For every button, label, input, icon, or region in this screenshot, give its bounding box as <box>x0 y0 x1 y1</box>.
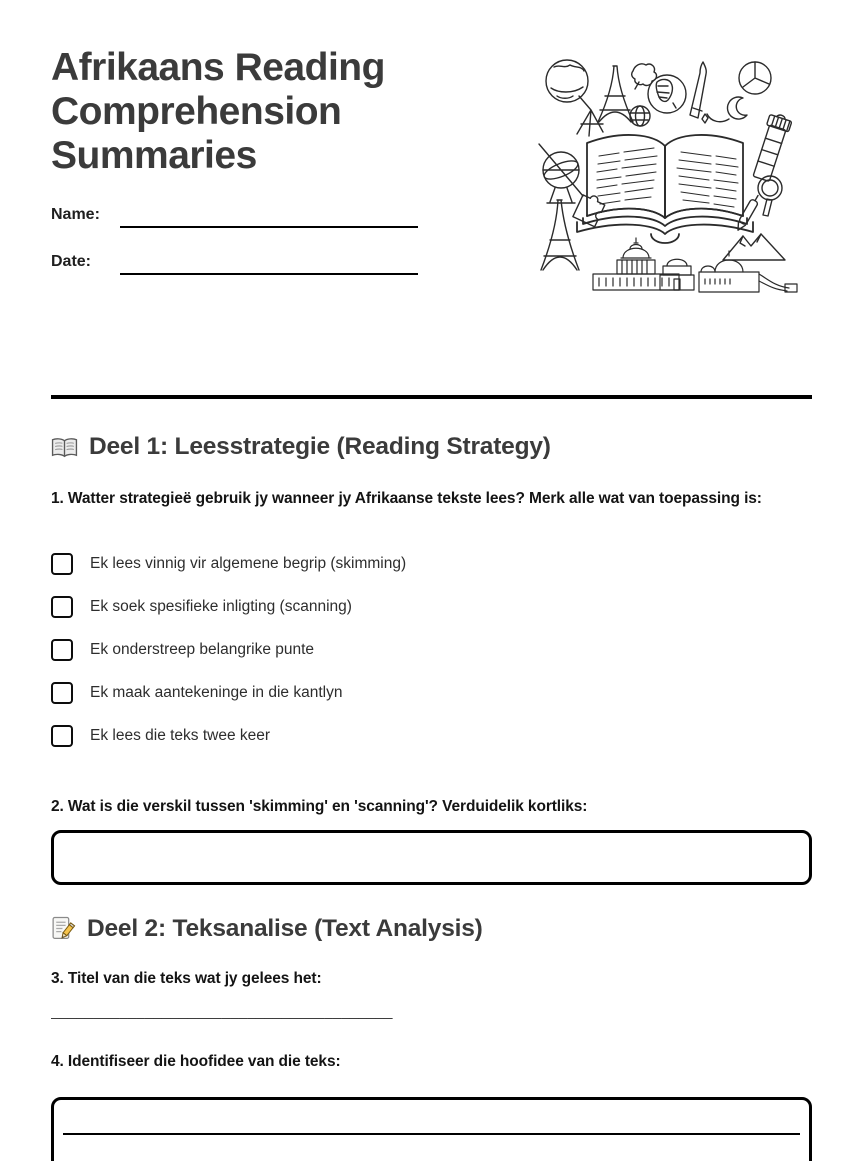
question-3-answer-line[interactable]: ________________________________________ <box>51 1003 393 1020</box>
capitol-building-doodle <box>593 238 679 290</box>
date-label: Date: <box>51 253 92 270</box>
pie-globe-doodle <box>739 62 771 94</box>
section-2-heading-text: Deel 2: Teksanalise (Text Analysis) <box>87 915 483 942</box>
mountains-doodle <box>723 234 785 260</box>
checkbox-option-4 <box>51 682 812 704</box>
question-1-options <box>51 553 812 747</box>
crescent-doodle <box>702 97 747 123</box>
page-title: Afrikaans Reading Comprehension Summaries <box>51 46 385 177</box>
open-book-doodle <box>577 135 753 243</box>
checkbox-2-label: Ek soek spesifieke inligting (scanning) <box>90 598 352 615</box>
header-illustration <box>527 48 812 313</box>
checkbox-3[interactable] <box>51 639 73 661</box>
eiffel-tower-2-doodle <box>541 200 579 270</box>
question-1-label: 1. Watter strategieë gebruik jy wanneer jy Afrikaanse tekste lees? Merk alle wat van toepassing is: <box>51 490 762 507</box>
checkbox-2[interactable] <box>51 596 73 618</box>
checkbox-5-label: Ek lees die teks twee keer <box>90 727 271 744</box>
section-1-heading <box>51 432 812 462</box>
section-2-heading <box>51 914 812 944</box>
checkbox-5[interactable] <box>51 725 73 747</box>
magnifier-doodle <box>758 176 782 216</box>
checkbox-option-5 <box>51 725 812 747</box>
armillary-sphere-doodle <box>539 144 583 203</box>
question-2-answer-box[interactable] <box>51 830 812 885</box>
question-4-answer-box[interactable] <box>51 1097 812 1161</box>
desk-globe-doodle <box>546 60 603 136</box>
question-3-label: 3. Titel van die teks wat jy gelees het: <box>51 970 322 987</box>
checkbox-1-label: Ek lees vinnig vir algemene begrip (skimming) <box>90 555 407 572</box>
question-4-label: 4. Identifiseer die hoofidee van die teks: <box>51 1053 341 1070</box>
answer-rule-line-1 <box>63 1100 800 1135</box>
answer-rule-line-2 <box>63 1135 800 1161</box>
name-label: Name: <box>51 206 100 223</box>
rocket-pen-doodle <box>735 193 762 232</box>
section-divider <box>51 395 812 399</box>
africa-globe-doodle <box>648 75 686 113</box>
annex-building-doodle <box>660 259 694 290</box>
section-1-heading-text: Deel 1: Leesstrategie (Reading Strategy) <box>89 433 551 460</box>
book-text-lines <box>597 148 738 207</box>
checkbox-option-3 <box>51 639 812 661</box>
small-globe-doodle <box>630 106 650 126</box>
open-book-icon <box>51 436 78 459</box>
eiffel-tower-doodle <box>598 66 633 122</box>
name-input-line[interactable] <box>120 205 418 228</box>
leaf-doodle <box>632 64 657 89</box>
checkbox-option-1 <box>51 553 812 575</box>
paintbrush-doodle <box>690 62 706 118</box>
checkbox-4[interactable] <box>51 682 73 704</box>
header <box>51 46 812 346</box>
checkbox-option-2 <box>51 596 812 618</box>
date-input-line[interactable] <box>120 252 418 275</box>
checkbox-3-label: Ek onderstreep belangrike punte <box>90 641 315 658</box>
leaning-tower-doodle <box>750 112 793 183</box>
memo-pencil-icon <box>51 916 76 943</box>
question-2-label: 2. Wat is die verskil tussen 'skimming' en 'scanning'? Verduidelik kortliks: <box>51 798 588 815</box>
checkbox-1[interactable] <box>51 553 73 575</box>
checkbox-4-label: Ek maak aantekeninge in die kantlyn <box>90 684 343 701</box>
